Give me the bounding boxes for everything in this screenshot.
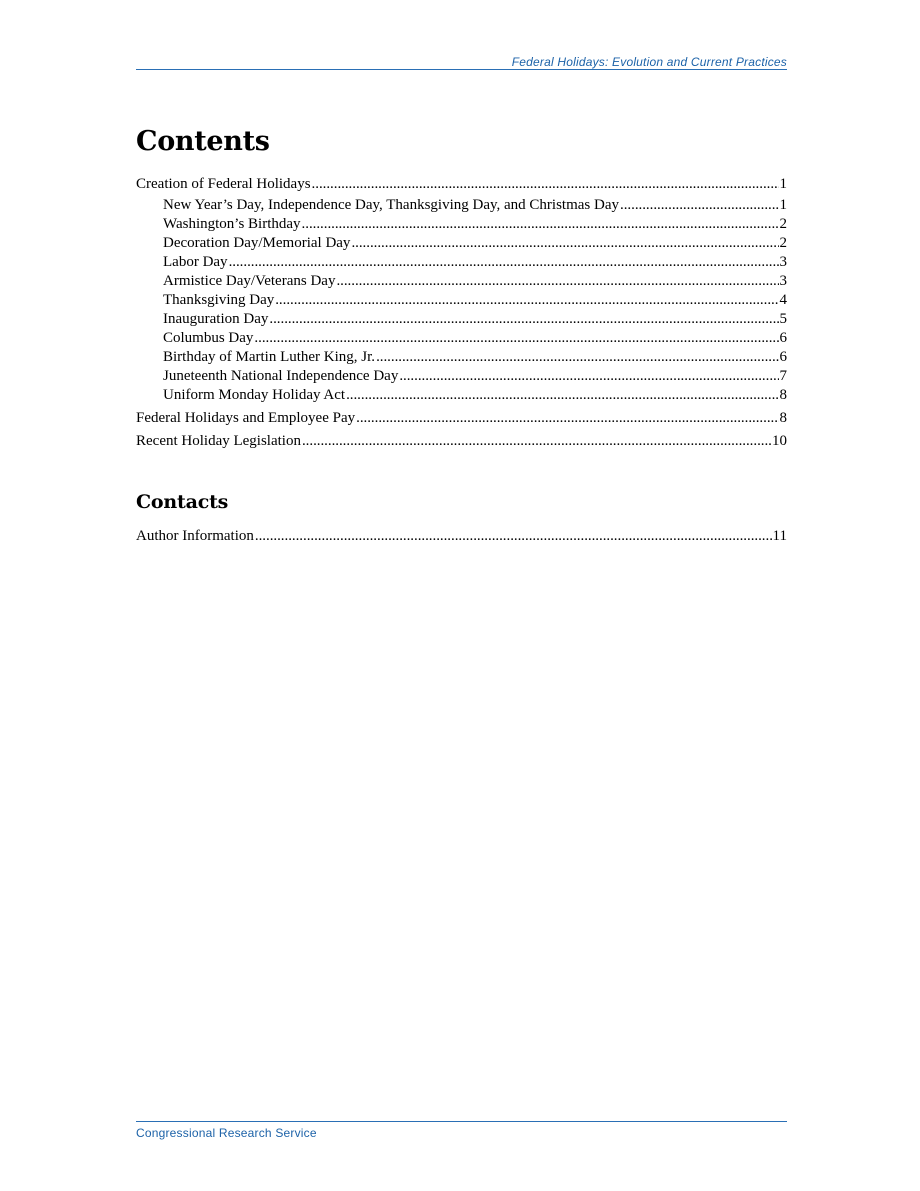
toc-dot-leader	[302, 430, 771, 453]
toc-dot-leader	[254, 329, 778, 348]
toc-page-number: 3	[779, 254, 787, 270]
footer-publisher: Congressional Research Service	[136, 1126, 317, 1140]
contacts-heading: Contacts	[136, 491, 229, 513]
toc-entry-label: Decoration Day/Memorial Day	[163, 235, 351, 251]
toc-subentry[interactable]	[136, 386, 787, 405]
toc-subentry[interactable]	[136, 329, 787, 348]
toc-page-number: 6	[779, 330, 787, 346]
toc-entry-label: Thanksgiving Day	[163, 292, 275, 308]
toc-dot-leader	[376, 348, 778, 367]
toc-dot-leader	[312, 173, 779, 196]
toc-entry-label: Juneteenth National Independence Day	[163, 368, 399, 384]
toc-page-number: 1	[779, 197, 787, 213]
toc-dot-leader	[336, 272, 778, 291]
toc-dot-leader	[620, 196, 778, 215]
toc-subentry[interactable]	[136, 234, 787, 253]
toc-entry[interactable]	[136, 173, 787, 196]
toc-page-number: 11	[772, 528, 787, 544]
toc-entry[interactable]	[136, 430, 787, 453]
running-header	[136, 53, 787, 70]
toc-entry-label: Uniform Monday Holiday Act	[163, 387, 346, 403]
toc-entry[interactable]	[136, 407, 787, 430]
toc-entry-label: Washington’s Birthday	[163, 216, 301, 232]
toc-page-number: 6	[779, 349, 787, 365]
toc-entry-label: Armistice Day/Veterans Day	[163, 273, 336, 289]
toc-entry-label: Inauguration Day	[163, 311, 269, 327]
toc-dot-leader	[269, 310, 778, 329]
toc-dot-leader	[351, 234, 778, 253]
toc-dot-leader	[346, 386, 778, 405]
toc-page-number: 8	[779, 387, 787, 403]
toc-entry-label: Birthday of Martin Luther King, Jr.	[163, 349, 376, 365]
contacts-list	[136, 525, 787, 548]
toc-entry-label: New Year’s Day, Independence Day, Thanksgiving Day, and Christmas Day	[163, 197, 620, 213]
toc-page-number: 10	[772, 433, 787, 449]
toc-subentry[interactable]	[136, 291, 787, 310]
running-footer	[136, 1121, 787, 1142]
toc-entry-label: Federal Holidays and Employee Pay	[136, 410, 356, 426]
toc-page-number: 2	[779, 235, 787, 251]
toc-entry[interactable]	[136, 525, 787, 548]
toc-subentry[interactable]	[136, 253, 787, 272]
toc-page-number: 3	[779, 273, 787, 289]
toc-subentry[interactable]	[136, 367, 787, 386]
toc-entry-label: Labor Day	[163, 254, 228, 270]
contents-heading: Contents	[136, 126, 270, 157]
toc-page-number: 7	[779, 368, 787, 384]
toc-entry-label: Author Information	[136, 528, 254, 544]
toc-entry-label: Columbus Day	[163, 330, 254, 346]
toc-page-number: 1	[779, 176, 787, 192]
table-of-contents	[136, 173, 787, 453]
toc-subentry[interactable]	[136, 196, 787, 215]
toc-subentry[interactable]	[136, 310, 787, 329]
running-header-title: Federal Holidays: Evolution and Current Practices	[511, 55, 787, 69]
toc-subentry[interactable]	[136, 215, 787, 234]
toc-entry-label: Creation of Federal Holidays	[136, 176, 311, 192]
toc-dot-leader	[302, 215, 779, 234]
toc-subentry[interactable]	[136, 272, 787, 291]
toc-dot-leader	[255, 525, 772, 548]
toc-dot-leader	[399, 367, 778, 386]
toc-page-number: 8	[779, 410, 787, 426]
toc-page-number: 5	[779, 311, 787, 327]
toc-dot-leader	[356, 407, 778, 430]
toc-page-number: 4	[779, 292, 787, 308]
toc-page-number: 2	[779, 216, 787, 232]
toc-subentry[interactable]	[136, 348, 787, 367]
toc-dot-leader	[229, 253, 779, 272]
toc-dot-leader	[275, 291, 778, 310]
toc-entry-label: Recent Holiday Legislation	[136, 433, 301, 449]
